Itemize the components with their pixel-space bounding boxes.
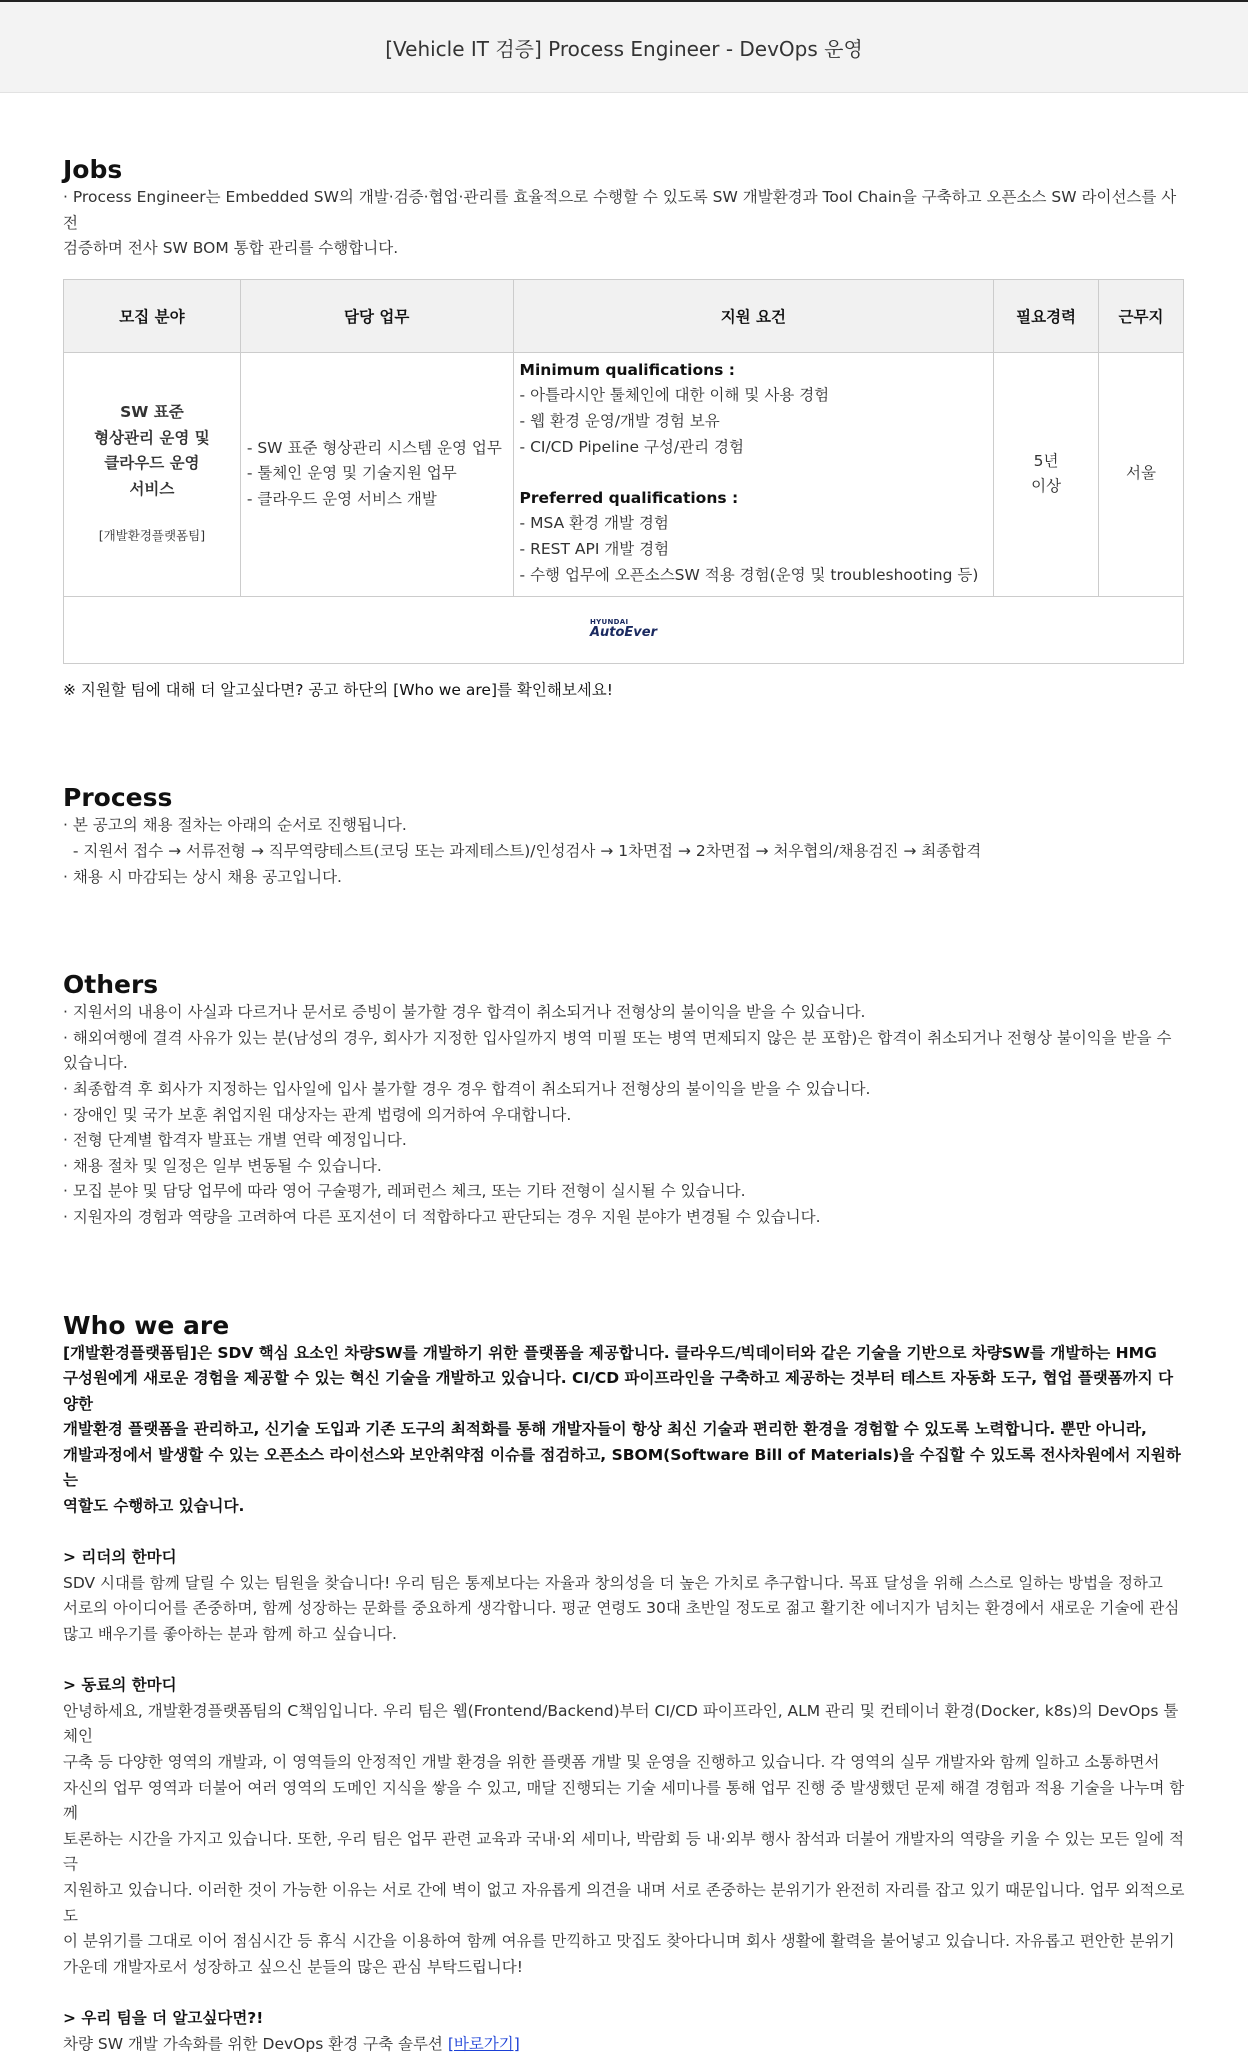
- more-line: [63, 2032, 1185, 2057]
- jobs-title: Jobs: [63, 155, 1185, 185]
- process-line: · 본 공고의 채용 절차는 아래의 순서로 진행됩니다.: [63, 813, 1185, 839]
- peer-line: 토론하는 시간을 가지고 있습니다. 또한, 우리 팀은 업무 관련 교육과 국내·외 세미나, 박람회 등 내·외부 행사 참석과 더불어 개발자의 역량을 키울 수 있는 모든 일에 적극: [63, 1827, 1185, 1878]
- peer-line: 안녕하세요, 개발환경플랫폼팀의 C책임입니다. 우리 팀은 웹(Frontend/Backend)부터 CI/CD 파이프라인, ALM 관리 및 컨테이너 환경(Docker, k8s)의 DevOps 툴체인: [63, 1699, 1185, 1750]
- page-title: [Vehicle IT 검증] Process Engineer - DevOps 운영: [385, 33, 863, 62]
- who-intro-line: [개발환경플랫폼팀]은 SDV 핵심 요소인 차량SW를 개발하기 위한 플랫폼을 제공합니다. 클라우드/빅데이터와 같은 기술을 기반으로 차량SW를 개발하는 HMG: [63, 1341, 1185, 1367]
- others-line: · 해외여행에 결격 사유가 있는 분(남성의 경우, 회사가 지정한 입사일까지 병역 미필 또는 병역 면제되지 않은 분 포함)은 합격이 취소되거나 전형상 불이익을 받을 수: [63, 1026, 1185, 1052]
- team-tag: [개발환경플랫폼팀]: [65, 523, 239, 549]
- min-qual-item: - 아틀라시안 툴체인에 대한 이해 및 사용 경험: [520, 383, 988, 409]
- others-section: [63, 970, 1185, 1230]
- logo-big-text: AutoEver: [590, 626, 657, 639]
- header-duties: 담당 업무: [240, 279, 513, 352]
- career-cell: [994, 352, 1099, 596]
- jobs-intro-line: · Process Engineer는 Embedded SW의 개발·검증·협업·관리를 효율적으로 수행할 수 있도록 SW 개발환경과 Tool Chain을 구축하고 오픈소스 SW 라이선스를 사전: [63, 185, 1185, 236]
- field-cell: [64, 352, 241, 596]
- pref-qual-item: - 수행 업무에 오픈소스SW 적용 경험(운영 및 troubleshooting 등): [520, 563, 988, 589]
- field-line: 형상관리 운영 및: [65, 426, 239, 452]
- others-line: 있습니다.: [63, 1051, 1185, 1077]
- career-line: 이상: [995, 474, 1097, 500]
- peer-line: 구축 등 다양한 영역의 개발과, 이 영역들의 안정적인 개발 환경을 위한 플랫폼 개발 및 운영을 진행하고 있습니다. 각 영역의 실무 개발자와 함께 일하고 소통하면서: [63, 1750, 1185, 1776]
- others-line: · 최종합격 후 회사가 지정하는 입사일에 입사 불가할 경우 경우 합격이 취소되거나 전형상의 불이익을 받을 수 있습니다.: [63, 1077, 1185, 1103]
- page-header: [0, 2, 1248, 93]
- leader-line: 많고 배우기를 좋아하는 분과 함께 하고 싶습니다.: [63, 1622, 1185, 1648]
- company-logo: [590, 619, 657, 639]
- who-title: Who we are: [63, 1311, 1185, 1341]
- more-title: > 우리 팀을 더 알고싶다면?!: [63, 2006, 1185, 2032]
- pref-qual-item: - REST API 개발 경험: [520, 537, 988, 563]
- field-line: SW 표준: [65, 400, 239, 426]
- leader-line: 서로의 아이디어를 존중하며, 함께 성장하는 문화를 중요하게 생각합니다. 평균 연령도 30대 초반일 정도로 젊고 활기찬 에너지가 넘치는 환경에서 새로운 기술에 관심: [63, 1596, 1185, 1622]
- duty-item: - 클라우드 운영 서비스 개발: [247, 487, 507, 513]
- header-requirements: 지원 요건: [513, 279, 994, 352]
- min-qual-title: Minimum qualifications :: [520, 358, 988, 384]
- who-intro-line: 구성원에게 새로운 경험을 제공할 수 있는 혁신 기술을 개발하고 있습니다. CI/CD 파이프라인을 구축하고 제공하는 것부터 테스트 자동화 도구, 협업 플랫폼까지 다양한: [63, 1366, 1185, 1417]
- more-text: 차량 SW 개발 가속화를 위한 DevOps 환경 구축 솔루션: [63, 2035, 448, 2053]
- field-line: 서비스: [65, 477, 239, 503]
- table-row: [64, 352, 1184, 596]
- process-title: Process: [63, 783, 1185, 813]
- duty-item: - SW 표준 형상관리 시스템 운영 업무: [247, 436, 507, 462]
- header-career: 필요경력: [994, 279, 1099, 352]
- header-field: 모집 분야: [64, 279, 241, 352]
- jobs-intro-line: 검증하며 전사 SW BOM 통합 관리를 수행합니다.: [63, 236, 1185, 262]
- jobs-table: [63, 279, 1184, 664]
- process-section: [63, 783, 1185, 890]
- others-line: · 지원서의 내용이 사실과 다르거나 문서로 증빙이 불가할 경우 합격이 취소되거나 전형상의 불이익을 받을 수 있습니다.: [63, 1000, 1185, 1026]
- field-line: 클라우드 운영: [65, 451, 239, 477]
- others-line: · 장애인 및 국가 보훈 취업지원 대상자는 관계 법령에 의거하여 우대합니다.: [63, 1103, 1185, 1129]
- logo-cell: [64, 596, 1184, 663]
- who-intro-line: 역할도 수행하고 있습니다.: [63, 1494, 1185, 1520]
- pref-qual-item: - MSA 환경 개발 경험: [520, 511, 988, 537]
- career-line: 5년: [995, 449, 1097, 475]
- min-qual-item: - 웹 환경 운영/개발 경험 보유: [520, 409, 988, 435]
- logo-small-text: HYUNDAI: [590, 619, 657, 626]
- others-title: Others: [63, 970, 1185, 1000]
- duties-cell: [240, 352, 513, 596]
- process-line: · 채용 시 마감되는 상시 채용 공고입니다.: [63, 865, 1185, 891]
- process-line: - 지원서 접수 → 서류전형 → 직무역량테스트(코딩 또는 과제테스트)/인성검사 → 1차면접 → 2차면접 → 처우협의/채용검진 → 최종합격: [63, 839, 1185, 865]
- pref-qual-title: Preferred qualifications :: [520, 486, 988, 512]
- leader-title: > 리더의 한마디: [63, 1545, 1185, 1571]
- leader-line: SDV 시대를 함께 달릴 수 있는 팀원을 찾습니다! 우리 팀은 통제보다는 자율과 창의성을 더 높은 가치로 추구합니다. 목표 달성을 위해 스스로 일하는 방법을 정하고: [63, 1571, 1185, 1597]
- peer-title: > 동료의 한마디: [63, 1673, 1185, 1699]
- who-intro-line: 개발과정에서 발생할 수 있는 오픈소스 라이선스와 보안취약점 이슈를 점검하고, SBOM(Software Bill of Materials)을 수집할 수 있도록 전사차원에서 지원하는: [63, 1443, 1185, 1494]
- table-logo-row: [64, 596, 1184, 663]
- others-line: · 지원자의 경험과 역량을 고려하여 다른 포지션이 더 적합하다고 판단되는 경우 지원 분야가 변경될 수 있습니다.: [63, 1205, 1185, 1231]
- who-intro-line: 개발환경 플랫폼을 관리하고, 신기술 도입과 기존 도구의 최적화를 통해 개발자들이 항상 최신 기술과 편리한 환경을 경험할 수 있도록 노력합니다. 뿐만 아니라,: [63, 1417, 1185, 1443]
- peer-line: 지원하고 있습니다. 이러한 것이 가능한 이유는 서로 간에 벽이 없고 자유롭게 의견을 내며 서로 존중하는 분위기가 완전히 자리를 잡고 있기 때문입니다. 업무 외적으로도: [63, 1878, 1185, 1929]
- jobs-section: [63, 155, 1185, 703]
- peer-line: 자신의 업무 영역과 더불어 여러 영역의 도메인 지식을 쌓을 수 있고, 매달 진행되는 기술 세미나를 통해 업무 진행 중 발생했던 문제 해결 경험과 적용 기술을 나누며 함께: [63, 1776, 1185, 1827]
- peer-line: 가운데 개발자로서 성장하고 싶으신 분들의 많은 관심 부탁드립니다!: [63, 1955, 1185, 1981]
- table-header-row: [64, 279, 1184, 352]
- requirements-cell: [513, 352, 994, 596]
- others-line: · 모집 분야 및 담당 업무에 따라 영어 구술평가, 레퍼런스 체크, 또는 기타 전형이 실시될 수 있습니다.: [63, 1179, 1185, 1205]
- main-content: [0, 155, 1248, 2057]
- duty-item: - 툴체인 운영 및 기술지원 업무: [247, 461, 507, 487]
- others-line: · 채용 절차 및 일정은 일부 변동될 수 있습니다.: [63, 1154, 1185, 1180]
- peer-line: 이 분위기를 그대로 이어 점심시간 등 휴식 시간을 이용하여 함께 여유를 만끽하고 맛집도 찾아다니며 회사 생활에 활력을 불어넣고 있습니다. 자유롭고 편안한 분위기: [63, 1929, 1185, 1955]
- min-qual-item: - CI/CD Pipeline 구성/관리 경험: [520, 435, 988, 461]
- shortcut-link[interactable]: [바로가기]: [448, 2035, 520, 2053]
- header-location: 근무지: [1099, 279, 1184, 352]
- location-cell: 서울: [1099, 352, 1184, 596]
- others-line: · 전형 단계별 합격자 발표는 개별 연락 예정입니다.: [63, 1128, 1185, 1154]
- team-note: ※ 지원할 팀에 대해 더 알고싶다면? 공고 하단의 [Who we are]를 확인해보세요!: [63, 678, 1185, 704]
- who-section: [63, 1311, 1185, 2057]
